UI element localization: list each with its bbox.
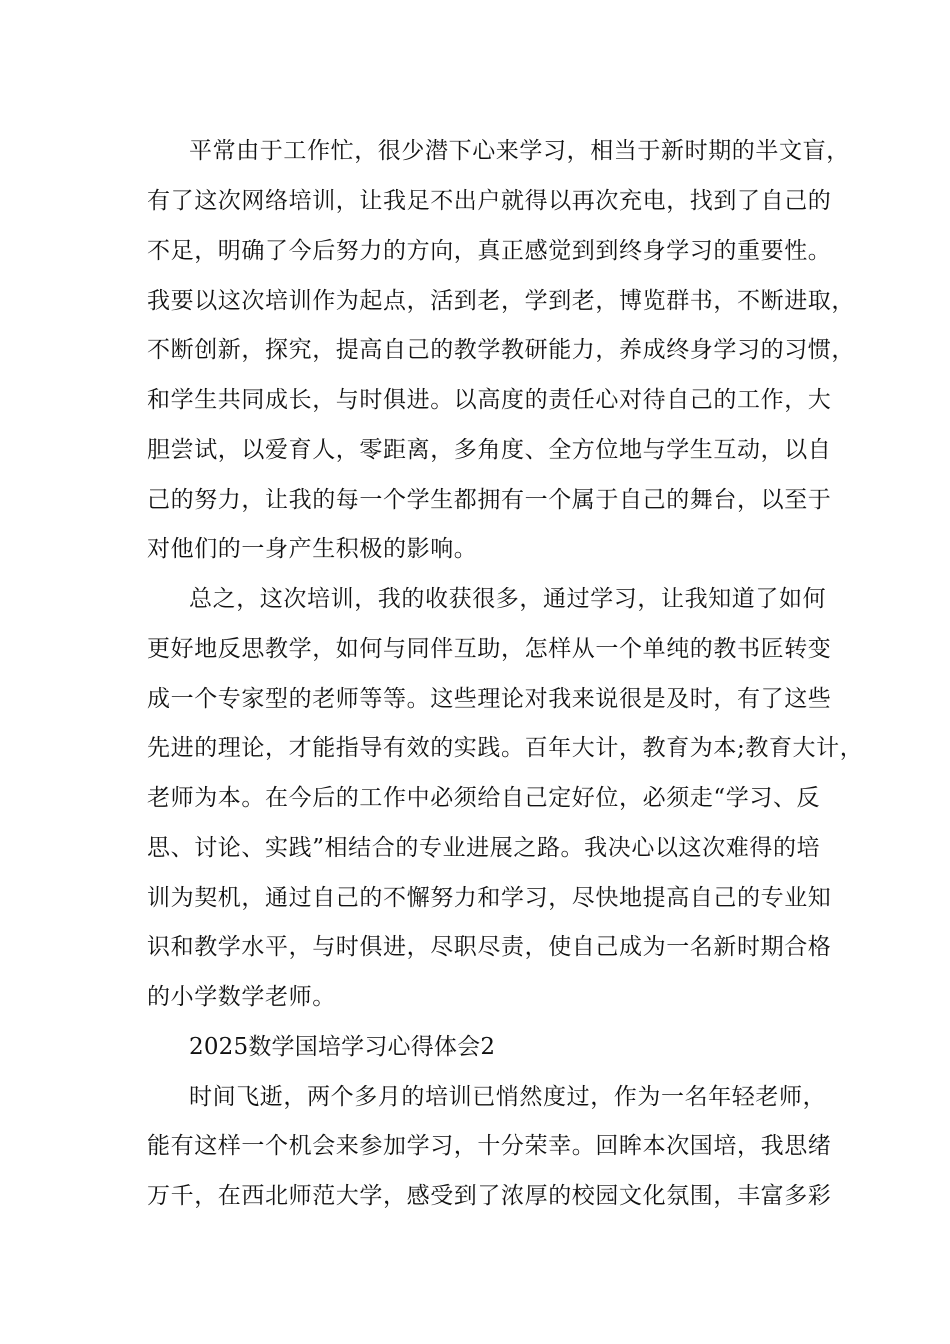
paragraph-line: 不足，明确了今后努力的方向，真正感觉到到终身学习的重要性。 [147, 238, 832, 264]
paragraph-line: 和学生共同成长，与时俱进。以高度的责任心对待自己的工作，大 [147, 387, 832, 413]
paragraph-line: 成一个专家型的老师等等。这些理论对我来说很是及时，有了这些 [147, 686, 832, 712]
paragraph-line: 平常由于工作忙，很少潜下心来学习，相当于新时期的半文盲， [189, 138, 850, 164]
paragraph-line: 万千，在西北师范大学，感受到了浓厚的校园文化氛围，丰富多彩 [147, 1183, 832, 1209]
paragraph-line: 的小学数学老师。 [147, 984, 336, 1010]
paragraph-line: 己的努力，让我的每一个学生都拥有一个属于自己的舞台，以至于 [147, 487, 832, 513]
paragraph-line: 训为契机，通过自己的不懈努力和学习，尽快地提高自己的专业知 [147, 885, 832, 911]
paragraph-line: 时间飞逝，两个多月的培训已悄然度过，作为一名年轻老师， [189, 1084, 827, 1110]
paragraph-line: 思、讨论、实践”相结合的专业进展之路。我决心以这次难得的培 [147, 835, 821, 861]
section-heading: 2025数学国培学习心得体会2 [189, 1034, 496, 1060]
paragraph-line: 能有这样一个机会来参加学习，十分荣幸。回眸本次国培，我思绪 [147, 1133, 832, 1159]
paragraph-line: 识和教学水平，与时俱进，尽职尽责，使自己成为一名新时期合格 [147, 934, 832, 960]
paragraph-line: 更好地反思教学，如何与同伴互助，怎样从一个单纯的教书匠转变 [147, 636, 832, 662]
paragraph-line: 总之，这次培训，我的收获很多，通过学习，让我知道了如何 [189, 586, 827, 612]
paragraph-line: 老师为本。在今后的工作中必须给自己定好位，必须走“学习、反 [147, 785, 821, 811]
paragraph-line: 对他们的一身产生积极的影响。 [147, 536, 478, 562]
paragraph-line: 我要以这次培训作为起点，活到老，学到老，博览群书，不断进取， [147, 288, 855, 314]
paragraph-line: 不断创新，探究，提高自己的教学教研能力，养成终身学习的习惯， [147, 337, 855, 363]
paragraph-line: 先进的理论，才能指导有效的实践。百年大计，教育为本;教育大计， [147, 735, 864, 761]
paragraph-line: 胆尝试，以爱育人，零距离，多角度、全方位地与学生互动，以自 [147, 437, 832, 463]
paragraph-line: 有了这次网络培训，让我足不出户就得以再次充电，找到了自己的 [147, 188, 832, 214]
